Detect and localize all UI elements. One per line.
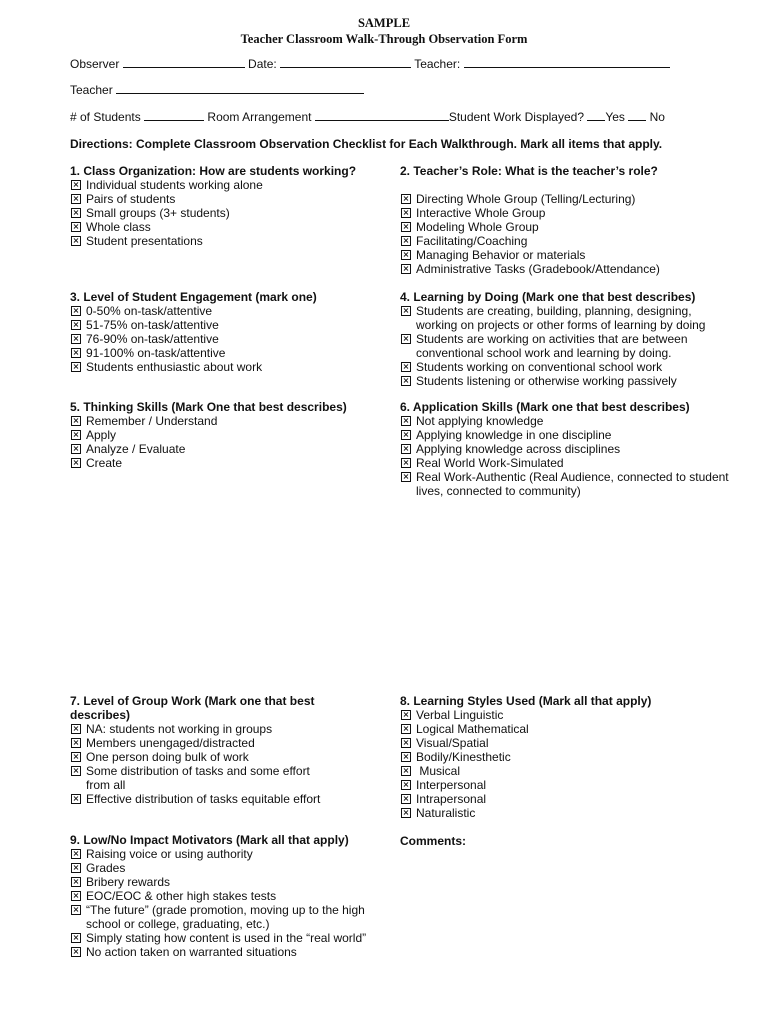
students-line bbox=[70, 109, 665, 124]
checklist-item bbox=[400, 764, 730, 778]
observer-field[interactable] bbox=[123, 56, 245, 68]
checklist-item bbox=[400, 360, 730, 374]
observer-label: Observer bbox=[70, 57, 120, 71]
checkbox-icon[interactable]: × bbox=[72, 849, 80, 858]
checklist-item bbox=[70, 945, 370, 959]
checklist-item bbox=[70, 456, 400, 470]
checkbox-icon[interactable]: × bbox=[72, 180, 80, 189]
students-field[interactable] bbox=[144, 109, 204, 121]
checklist bbox=[70, 178, 400, 248]
section-low-impact-motivators bbox=[70, 833, 370, 959]
checkbox-icon[interactable]: × bbox=[72, 416, 80, 425]
checkbox-icon[interactable]: × bbox=[72, 863, 80, 872]
checklist-item bbox=[400, 304, 730, 332]
checklist-item-label: EOC/EOC & other high stakes tests bbox=[86, 889, 277, 903]
checklist-item bbox=[70, 414, 400, 428]
checkbox-icon[interactable]: × bbox=[402, 250, 410, 259]
section-heading bbox=[70, 164, 400, 178]
no-field[interactable] bbox=[628, 109, 646, 121]
checkbox-icon[interactable]: × bbox=[72, 947, 80, 956]
checklist-item bbox=[400, 234, 730, 248]
section-heading bbox=[70, 290, 400, 304]
checkbox-icon[interactable]: × bbox=[72, 794, 80, 803]
checklist-item bbox=[70, 931, 370, 945]
checklist-item bbox=[400, 262, 730, 276]
checklist-item-label: Naturalistic bbox=[416, 806, 476, 820]
section-class-organization bbox=[70, 164, 400, 248]
checklist-item-label: Real World Work-Simulated bbox=[416, 456, 564, 470]
checkbox-icon[interactable]: × bbox=[402, 766, 410, 775]
checklist-item-label: Managing Behavior or materials bbox=[416, 248, 586, 262]
checklist-item bbox=[400, 806, 730, 820]
checkbox-icon[interactable]: × bbox=[72, 362, 80, 371]
checklist-item bbox=[70, 178, 400, 192]
checklist-item-label: Real Work-Authentic (Real Audience, connected to student lives, connected to community) bbox=[416, 470, 732, 498]
checklist-item bbox=[70, 442, 400, 456]
section-heading bbox=[70, 400, 400, 414]
checklist bbox=[70, 304, 400, 374]
section-heading-bold: 3. Level of Student Engagement bbox=[70, 290, 253, 304]
section-heading bbox=[70, 694, 330, 722]
checklist-item-label: Bribery rewards bbox=[86, 875, 171, 889]
checklist-item-label: Facilitating/Coaching bbox=[416, 234, 528, 248]
checkbox-icon[interactable]: × bbox=[72, 905, 80, 914]
checklist-item bbox=[400, 456, 730, 470]
checklist-item-label: Student presentations bbox=[86, 234, 203, 248]
section-learning-by-doing bbox=[400, 290, 730, 388]
checklist-item bbox=[400, 428, 730, 442]
checklist-item-label: Students listening or otherwise working passively bbox=[416, 374, 677, 388]
checklist-item-label: Interpersonal bbox=[416, 778, 487, 792]
checkbox-icon[interactable]: × bbox=[402, 416, 410, 425]
checklist-item bbox=[400, 722, 730, 736]
checklist-item-label: Create bbox=[86, 456, 123, 470]
spacer bbox=[400, 178, 730, 192]
checklist bbox=[400, 708, 730, 820]
checklist bbox=[400, 414, 730, 498]
checkbox-icon[interactable]: × bbox=[402, 236, 410, 245]
checklist-item bbox=[400, 374, 730, 388]
checkbox-icon[interactable]: × bbox=[72, 933, 80, 942]
checklist-item bbox=[70, 861, 370, 875]
section-thinking-skills bbox=[70, 400, 400, 470]
section-heading bbox=[400, 694, 730, 708]
section-heading-bold: 6. Application Skills (Mark one that best describes) bbox=[400, 400, 690, 414]
date-field[interactable] bbox=[280, 56, 411, 68]
checklist-item bbox=[70, 792, 330, 806]
checklist-item bbox=[400, 192, 730, 206]
section-heading-bold: 5. Thinking Skills (Mark One that best describes) bbox=[70, 400, 347, 414]
checkbox-icon[interactable]: × bbox=[402, 306, 410, 315]
teacher2-label: Teacher bbox=[70, 83, 113, 97]
checklist-item bbox=[70, 736, 330, 750]
checkbox-icon[interactable]: × bbox=[402, 430, 410, 439]
checklist-item bbox=[70, 875, 370, 889]
checkbox-icon[interactable]: × bbox=[402, 794, 410, 803]
checklist-item-label: Students are working on activities that are between conventional school work and learning by doing. bbox=[416, 332, 691, 360]
checklist-item-label: Members unengaged/distracted bbox=[86, 736, 255, 750]
checklist-item bbox=[70, 192, 400, 206]
checklist-item-label: 76-90% on-task/attentive bbox=[86, 332, 219, 346]
checklist-item-label: NA: students not working in groups bbox=[86, 722, 273, 736]
section-teacher-role bbox=[400, 164, 730, 276]
section-heading-bold: 9. Low/No Impact Motivators (Mark all that apply) bbox=[70, 833, 349, 847]
checklist-item bbox=[400, 792, 730, 806]
observer-line bbox=[70, 56, 670, 71]
checklist-item-label: Applying knowledge across disciplines bbox=[416, 442, 621, 456]
section-heading bbox=[400, 400, 730, 414]
checkbox-icon[interactable]: × bbox=[402, 264, 410, 273]
checklist-item bbox=[400, 206, 730, 220]
checklist-item-label: No action taken on warranted situations bbox=[86, 945, 297, 959]
checklist-item-label: Visual/Spatial bbox=[416, 736, 489, 750]
section-learning-styles bbox=[400, 694, 730, 820]
checklist-item bbox=[70, 889, 370, 903]
checkbox-icon[interactable]: × bbox=[72, 444, 80, 453]
checklist-item bbox=[400, 248, 730, 262]
checkbox-icon[interactable]: × bbox=[402, 724, 410, 733]
checklist bbox=[70, 847, 370, 959]
checklist-item bbox=[70, 428, 400, 442]
checkbox-icon[interactable]: × bbox=[402, 444, 410, 453]
sample-label: SAMPLE bbox=[357, 16, 411, 30]
date-label: Date: bbox=[248, 57, 277, 71]
checkbox-icon[interactable]: × bbox=[72, 320, 80, 329]
checklist-item-label: Small groups (3+ students) bbox=[86, 206, 230, 220]
checklist-item bbox=[70, 847, 370, 861]
checkbox-icon[interactable]: × bbox=[72, 877, 80, 886]
checkbox-icon[interactable]: × bbox=[402, 376, 410, 385]
checkbox-icon[interactable]: × bbox=[72, 334, 80, 343]
checkbox-icon[interactable]: × bbox=[402, 738, 410, 747]
checkbox-icon[interactable]: × bbox=[402, 362, 410, 371]
checklist-item-label: Students working on conventional school work bbox=[416, 360, 663, 374]
checklist-item-label: Students enthusiastic about work bbox=[86, 360, 263, 374]
checkbox-icon[interactable]: × bbox=[72, 752, 80, 761]
form-title: Teacher Classroom Walk-Through Observation Form bbox=[240, 32, 528, 46]
checkbox-icon[interactable]: × bbox=[72, 348, 80, 357]
checklist-item bbox=[70, 722, 330, 736]
checklist-item-label: Interactive Whole Group bbox=[416, 206, 546, 220]
yes-label: Yes bbox=[605, 110, 625, 124]
checkbox-icon[interactable]: × bbox=[402, 710, 410, 719]
checkbox-icon[interactable]: × bbox=[72, 724, 80, 733]
checklist-item-label: Simply stating how content is used in the “real world” bbox=[86, 931, 367, 945]
checklist-item-label: Administrative Tasks (Gradebook/Attendance) bbox=[416, 262, 660, 276]
checklist-item bbox=[70, 220, 400, 234]
checkbox-icon[interactable]: × bbox=[402, 808, 410, 817]
checklist-item-label: Effective distribution of tasks equitable effort bbox=[86, 792, 321, 806]
section-heading-rest: (mark one) bbox=[252, 290, 317, 304]
checklist-item-label: Intrapersonal bbox=[416, 792, 487, 806]
checkbox-icon[interactable]: × bbox=[402, 222, 410, 231]
section-heading-bold: 4. Learning by Doing (Mark one that best describes) bbox=[400, 290, 696, 304]
checklist-item-label: Applying knowledge in one discipline bbox=[416, 428, 612, 442]
checklist-item-label: Directing Whole Group (Telling/Lecturing) bbox=[416, 192, 636, 206]
checklist-item-label: 51-75% on-task/attentive bbox=[86, 318, 219, 332]
checkbox-icon[interactable]: × bbox=[72, 766, 80, 775]
checklist-item-label: Logical Mathematical bbox=[416, 722, 529, 736]
checklist-item bbox=[70, 346, 400, 360]
checklist-item bbox=[400, 750, 730, 764]
checkbox-icon[interactable]: × bbox=[402, 458, 410, 467]
checklist bbox=[400, 304, 730, 388]
comments-label: Comments: bbox=[400, 834, 467, 848]
checkbox-icon[interactable]: × bbox=[402, 472, 410, 481]
checklist-item bbox=[400, 332, 730, 360]
checklist-item-label: Raising voice or using authority bbox=[86, 847, 253, 861]
checklist bbox=[70, 722, 330, 806]
checklist-item-label: Modeling Whole Group bbox=[416, 220, 539, 234]
room-field[interactable] bbox=[315, 109, 449, 121]
section-heading-rest: How are students working? bbox=[196, 164, 357, 178]
checklist-item-label: Grades bbox=[86, 861, 126, 875]
checklist-item bbox=[70, 304, 400, 318]
teacher-label: Teacher: bbox=[414, 57, 461, 71]
checklist-item bbox=[400, 414, 730, 428]
checklist-item-label: Apply bbox=[86, 428, 117, 442]
section-group-work bbox=[70, 694, 330, 806]
yes-field[interactable] bbox=[587, 109, 605, 121]
section-heading-bold: 7. Level of Group Work (Mark one that best describes) bbox=[70, 694, 315, 722]
checklist-item-label: Analyze / Evaluate bbox=[86, 442, 186, 456]
no-label: No bbox=[649, 110, 665, 124]
checkbox-icon[interactable]: × bbox=[72, 194, 80, 203]
room-label: Room Arrangement bbox=[207, 110, 312, 124]
checklist-item bbox=[70, 764, 330, 792]
checklist-item-label: Students are creating, building, planning, designing, working on projects or other forms of learning by doing bbox=[416, 304, 706, 332]
teacher-line bbox=[70, 82, 364, 97]
checkbox-icon[interactable]: × bbox=[402, 194, 410, 203]
checklist-item bbox=[70, 750, 330, 764]
checklist-item bbox=[400, 470, 730, 498]
checklist-item bbox=[70, 318, 400, 332]
checklist-item bbox=[70, 903, 370, 931]
checkbox-icon[interactable]: × bbox=[72, 430, 80, 439]
checklist-item-label: Remember / Understand bbox=[86, 414, 218, 428]
checklist bbox=[70, 414, 400, 470]
section-heading-bold: 2. Teacher’s Role: What is the teacher’s role? bbox=[400, 164, 658, 178]
section-heading-bold: 8. Learning Styles Used (Mark all that apply) bbox=[400, 694, 652, 708]
checkbox-icon[interactable]: × bbox=[402, 752, 410, 761]
checklist-item-label: One person doing bulk of work bbox=[86, 750, 249, 764]
work-displayed-label: Student Work Displayed? bbox=[448, 110, 584, 124]
checklist-item-label: Bodily/Kinesthetic bbox=[416, 750, 511, 764]
checklist bbox=[400, 192, 730, 276]
checklist-item-label: “The future” (grade promotion, moving up to the high school or college, graduating, etc.) bbox=[86, 903, 369, 931]
directions-text: Directions: Complete Classroom Observation Checklist for Each Walkthrough. Mark all items that apply. bbox=[70, 137, 663, 151]
section-student-engagement bbox=[70, 290, 400, 374]
checklist-item bbox=[400, 220, 730, 234]
checkbox-icon[interactable]: × bbox=[402, 334, 410, 343]
checklist-item-label: 91-100% on-task/attentive bbox=[86, 346, 226, 360]
checklist-item bbox=[70, 234, 400, 248]
checklist-item-label: Whole class bbox=[86, 220, 151, 234]
section-heading-bold: 1. Class Organization: bbox=[70, 164, 197, 178]
checkbox-icon[interactable]: × bbox=[72, 236, 80, 245]
checkbox-icon[interactable]: × bbox=[72, 738, 80, 747]
section-heading bbox=[400, 290, 730, 304]
checkbox-icon[interactable]: × bbox=[402, 780, 410, 789]
checklist-item bbox=[400, 442, 730, 456]
checklist-item-label: Individual students working alone bbox=[86, 178, 263, 192]
section-application-skills bbox=[400, 400, 730, 498]
students-label: # of Students bbox=[70, 110, 141, 124]
teacher2-field[interactable] bbox=[116, 82, 364, 94]
checklist-item-label: Not applying knowledge bbox=[416, 414, 544, 428]
checklist-item bbox=[70, 206, 400, 220]
section-heading bbox=[400, 164, 730, 178]
checklist-item bbox=[70, 332, 400, 346]
checkbox-icon[interactable]: × bbox=[402, 208, 410, 217]
checkbox-icon[interactable]: × bbox=[72, 222, 80, 231]
checklist-item-label: Pairs of students bbox=[86, 192, 176, 206]
checkbox-icon[interactable]: × bbox=[72, 306, 80, 315]
checklist-item bbox=[70, 360, 400, 374]
checklist-item bbox=[400, 778, 730, 792]
checklist-item bbox=[400, 736, 730, 750]
checklist-item-label: Some distribution of tasks and some effort from all bbox=[86, 764, 314, 792]
checklist-item-label: Musical bbox=[416, 764, 461, 778]
checkbox-icon[interactable]: × bbox=[72, 458, 80, 467]
checklist-item bbox=[400, 708, 730, 722]
checkbox-icon[interactable]: × bbox=[72, 891, 80, 900]
checklist-item-label: 0-50% on-task/attentive bbox=[86, 304, 213, 318]
teacher-field[interactable] bbox=[464, 56, 670, 68]
section-heading bbox=[70, 833, 370, 847]
checklist-item-label: Verbal Linguistic bbox=[416, 708, 504, 722]
checkbox-icon[interactable]: × bbox=[72, 208, 80, 217]
